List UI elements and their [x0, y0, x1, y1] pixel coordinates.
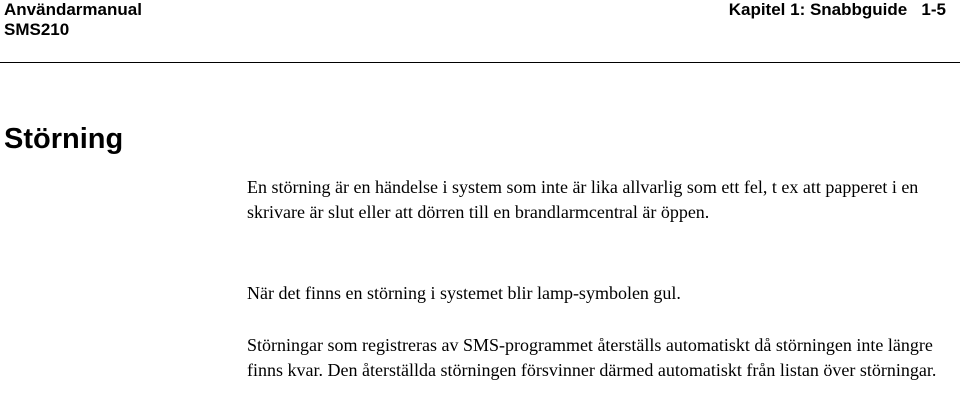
product-name: SMS210: [4, 20, 70, 39]
chapter-title: Kapitel 1: Snabbguide: [728, 0, 908, 19]
page-header-left: [4, 0, 142, 40]
manual-title: Användarmanual: [4, 0, 142, 19]
paragraph-lamp-symbol: När det finns en störning i systemet blir lamp-symbolen gul.: [247, 283, 681, 303]
header-divider: [0, 62, 960, 63]
page-header-right: [729, 0, 946, 20]
paragraph-definition: En störning är en händelse i system som inte är lika allvarlig som ett fel, t ex att papperet i en skrivare är slut eller att dörren till en brandlarmcentral är öppen.: [247, 177, 919, 222]
page-number: 1-5: [921, 0, 946, 19]
paragraph-auto-reset: Störningar som registreras av SMS-programmet återställs automatiskt då störningen inte längre finns kvar. Den återställda störningen försvinner därmed automatiskt från listan över störningar.: [247, 335, 937, 380]
section-title: Störning: [4, 123, 124, 155]
